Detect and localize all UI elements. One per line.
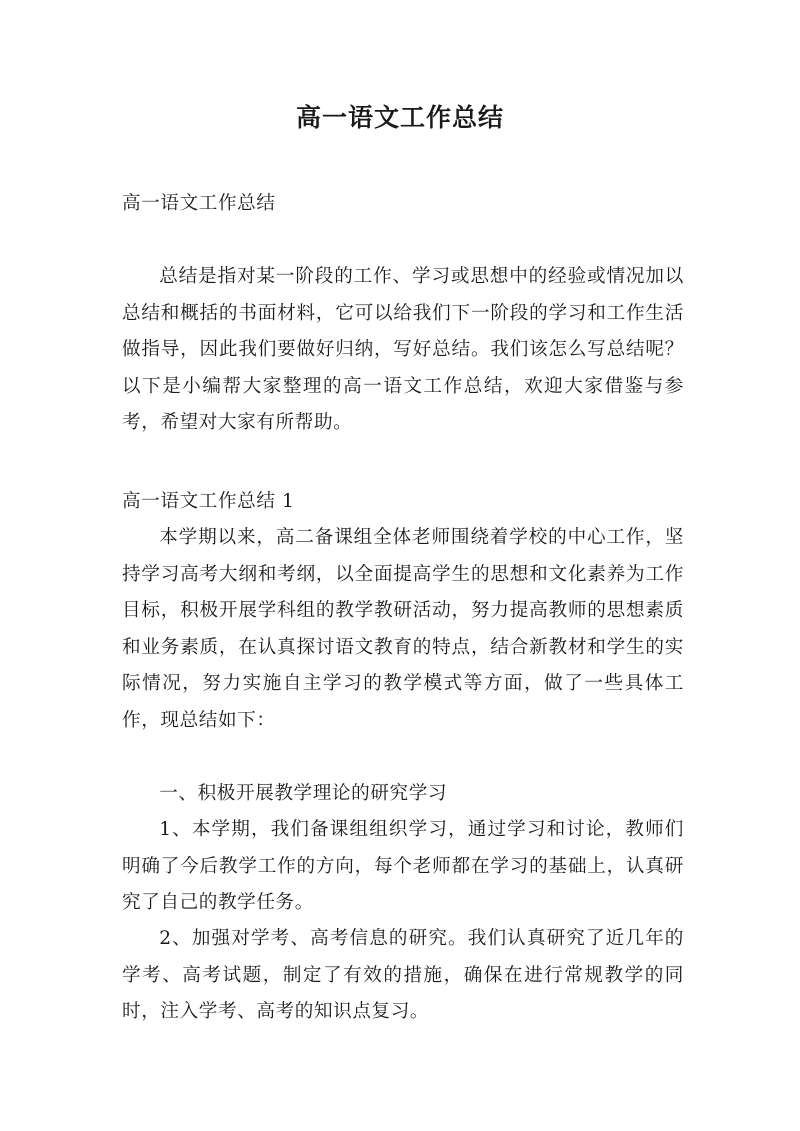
section-heading: 高一语文工作总结 1 [122,491,295,512]
point-heading: 一、积极开展教学理论的研究学习 [159,783,448,804]
document-title: 高一语文工作总结 [295,103,504,132]
document-subtitle: 高一语文工作总结 [122,193,276,214]
body-paragraph: 本学期以来，高二备课组全体老师围绕着学校的中心工作，坚持学习高考大纲和考纲，以全面提高学生的思想和文化素养为工作目标，积极开展学科组的教学教研活动，努力提高教师的思想素质和业务素质，在认真探讨语文教育的特点，结合新教材和学生的实际情况，努力实施自主学习的教学模式等方面，做了一些具体工作，现总结如下： [122,527,684,731]
point-item-2: 2、加强对学考、高考信息的研究。我们认真研究了近几年的学考、高考试题，制定了有效的措施，确保在进行常规教学的同时，注入学考、高考的知识点复习。 [122,928,684,1022]
point-item-1: 1、本学期，我们备课组组织学习，通过学习和讨论，教师们明确了今后教学工作的方向，每个老师都在学习的基础上，认真研究了自己的教学任务。 [122,819,684,913]
intro-paragraph: 总结是指对某一阶段的工作、学习或思想中的经验或情况加以总结和概括的书面材料，它可以给我们下一阶段的学习和工作生活做指导，因此我们要做好归纳，写好总结。我们该怎么写总结呢？以下是小编帮大家整理的高一语文工作总结，欢迎大家借鉴与参考，希望对大家有所帮助。 [122,266,684,433]
